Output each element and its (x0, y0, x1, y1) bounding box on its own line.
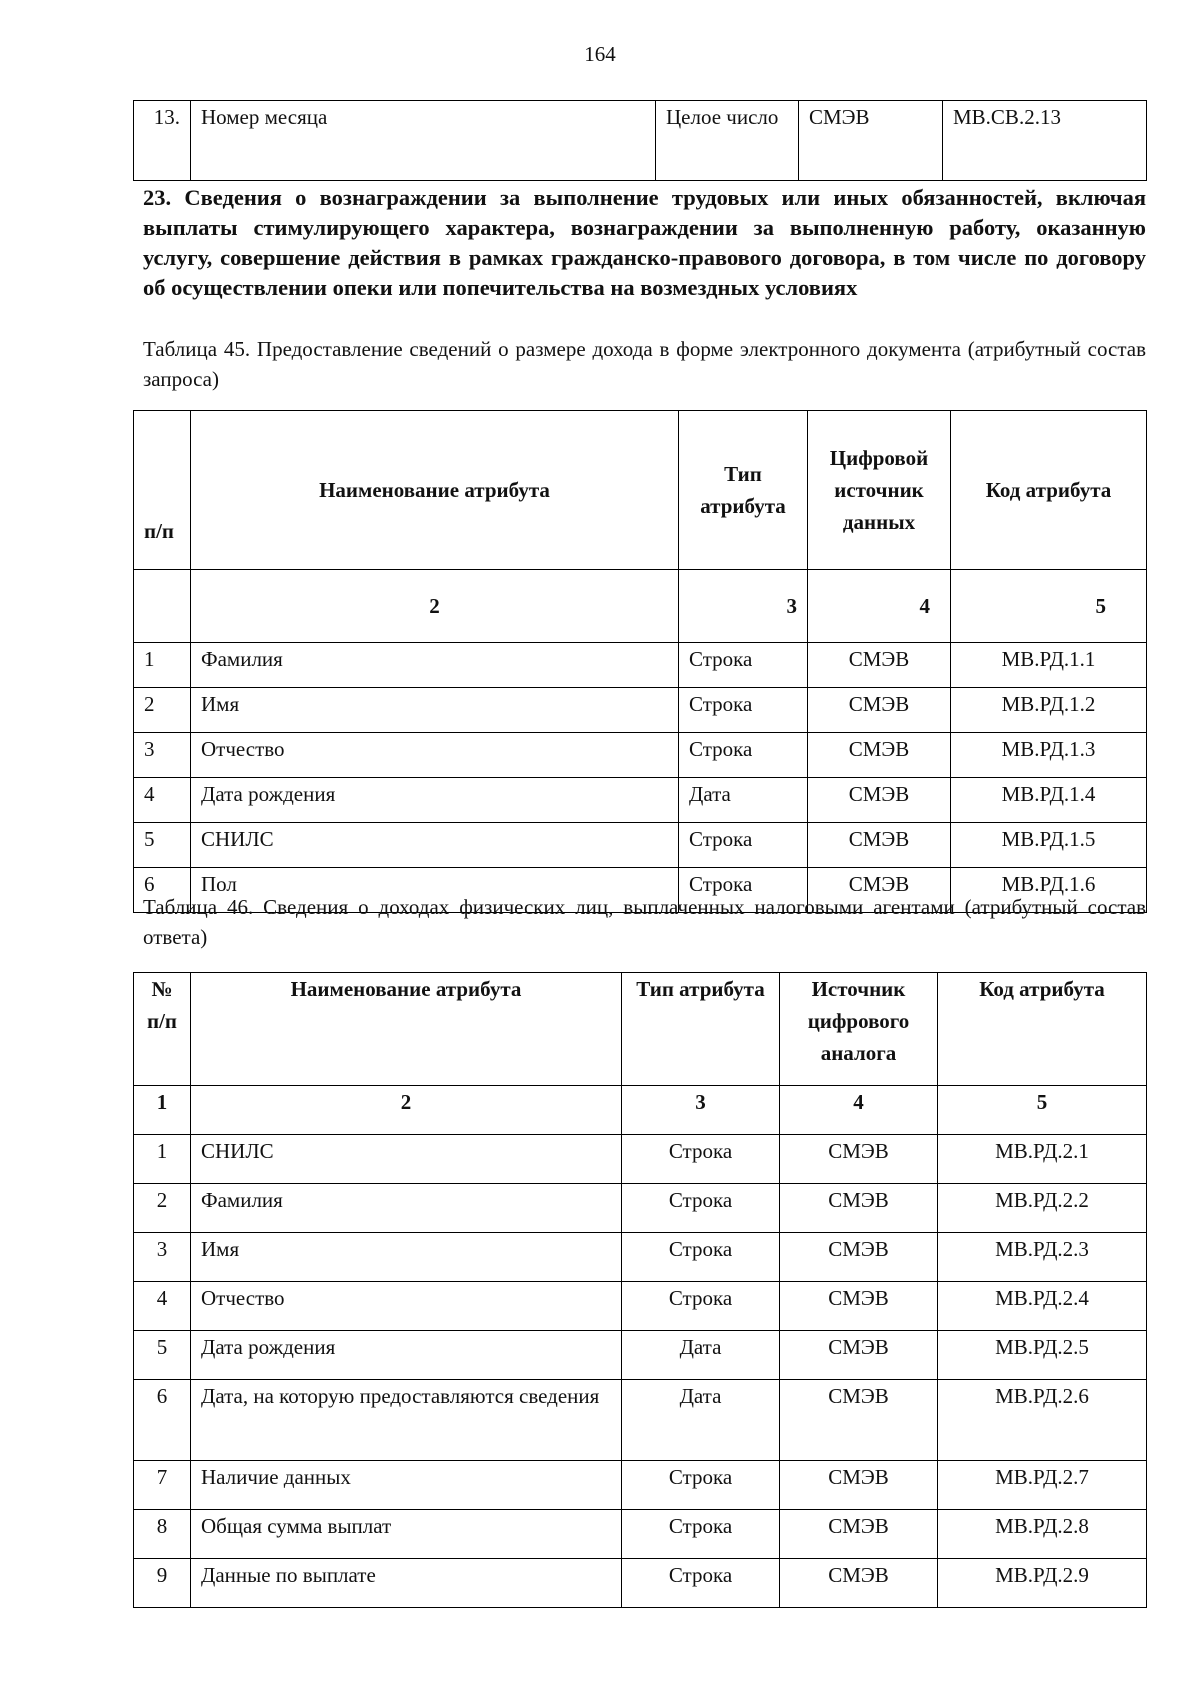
attribute-code: МВ.РД.2.5 (938, 1331, 1147, 1380)
row-number: 4 (134, 1282, 191, 1331)
data-source: СМЭВ (808, 778, 951, 823)
row-number: 2 (134, 688, 191, 733)
table-row (134, 1282, 1147, 1331)
attribute-type: Целое число (656, 101, 799, 181)
row-number: 5 (134, 1331, 191, 1380)
attribute-type: Строка (622, 1510, 780, 1559)
attribute-code: МВ.РД.1.1 (951, 643, 1147, 688)
row-number: 5 (134, 823, 191, 868)
data-source: СМЭВ (780, 1510, 938, 1559)
col-number: 2 (191, 1086, 622, 1135)
row-number: 2 (134, 1184, 191, 1233)
row-number: 1 (134, 643, 191, 688)
col-header-number: № п/п (134, 973, 191, 1086)
attribute-code: МВ.РД.2.6 (938, 1380, 1147, 1461)
attribute-code: МВ.РД.2.7 (938, 1461, 1147, 1510)
attribute-name: Наличие данных (191, 1461, 622, 1510)
attribute-type: Строка (622, 1184, 780, 1233)
attribute-type: Строка (679, 643, 808, 688)
table-row (134, 1331, 1147, 1380)
attribute-code: МВ.РД.2.4 (938, 1282, 1147, 1331)
col-header-name: Наименование атрибута (191, 411, 679, 570)
table-row (134, 1559, 1147, 1608)
attribute-name: Пол (191, 868, 679, 913)
table-row (134, 1461, 1147, 1510)
col-header-code: Код атрибута (938, 973, 1147, 1086)
table-row (134, 101, 1147, 181)
table-45 (133, 410, 1147, 913)
row-number: 9 (134, 1559, 191, 1608)
data-source: СМЭВ (799, 101, 943, 181)
attribute-code: МВ.РД.1.4 (951, 778, 1147, 823)
attribute-type: Строка (622, 1135, 780, 1184)
attribute-name: Фамилия (191, 1184, 622, 1233)
col-number: 2 (191, 570, 679, 643)
attribute-name: Отчество (191, 1282, 622, 1331)
row-number: 6 (134, 868, 191, 913)
row-number: 6 (134, 1380, 191, 1461)
attribute-type: Строка (622, 1461, 780, 1510)
attribute-name: Имя (191, 1233, 622, 1282)
data-source: СМЭВ (808, 823, 951, 868)
row-number: 8 (134, 1510, 191, 1559)
col-number: 3 (679, 570, 808, 643)
row-number: 3 (134, 1233, 191, 1282)
col-header-name: Наименование атрибута (191, 973, 622, 1086)
attribute-name: Отчество (191, 733, 679, 778)
table-46-caption: Таблица 46. Сведения о доходах физических лиц, выплаченных налоговыми агентами (атрибутный состав ответа) (143, 895, 1146, 949)
col-header-source: Цифровой источник данных (808, 411, 951, 570)
col-header-type: Тип атрибута (679, 411, 808, 570)
table-46 (133, 972, 1147, 1608)
data-source: СМЭВ (780, 1282, 938, 1331)
table-row (134, 1184, 1147, 1233)
table-header-row (134, 973, 1147, 1086)
table-row (134, 688, 1147, 733)
attribute-type: Строка (622, 1559, 780, 1608)
table-header-row (134, 411, 1147, 570)
attribute-name: СНИЛС (191, 823, 679, 868)
data-source: СМЭВ (808, 733, 951, 778)
col-header-number: п/п (134, 411, 191, 570)
attribute-type: Дата (679, 778, 808, 823)
column-numbers-row (134, 570, 1147, 643)
data-source: СМЭВ (780, 1559, 938, 1608)
data-source: СМЭВ (780, 1380, 938, 1461)
data-source: СМЭВ (780, 1184, 938, 1233)
col-header-code: Код атрибута (951, 411, 1147, 570)
table-row (134, 778, 1147, 823)
table-row (134, 1380, 1147, 1461)
page-number: 164 (584, 42, 616, 66)
data-source: СМЭВ (780, 1233, 938, 1282)
attribute-code: МВ.РД.1.5 (951, 823, 1147, 868)
col-header-source: Источник цифрового аналога (780, 973, 938, 1086)
attribute-type: Дата (622, 1380, 780, 1461)
attribute-name: Фамилия (191, 643, 679, 688)
attribute-type: Строка (679, 688, 808, 733)
attribute-name: Общая сумма выплат (191, 1510, 622, 1559)
attribute-type: Дата (622, 1331, 780, 1380)
attribute-name: Имя (191, 688, 679, 733)
attribute-code: МВ.СВ.2.13 (943, 101, 1147, 181)
col-number: 1 (134, 1086, 191, 1135)
attribute-name: Номер месяца (191, 101, 656, 181)
table-45-caption: Таблица 45. Предоставление сведений о размере дохода в форме электронного документа (атрибутный состав запроса) (143, 337, 1146, 391)
attribute-type: Строка (679, 733, 808, 778)
row-number: 7 (134, 1461, 191, 1510)
col-number: 5 (951, 570, 1147, 643)
data-source: СМЭВ (780, 1135, 938, 1184)
table-row (134, 823, 1147, 868)
row-number: 4 (134, 778, 191, 823)
attribute-type: Строка (622, 1233, 780, 1282)
attribute-code: МВ.РД.2.3 (938, 1233, 1147, 1282)
row-number: 3 (134, 733, 191, 778)
row-number: 1 (134, 1135, 191, 1184)
attribute-name: СНИЛС (191, 1135, 622, 1184)
column-numbers-row (134, 1086, 1147, 1135)
attribute-code: МВ.РД.2.1 (938, 1135, 1147, 1184)
section-heading: 23. Сведения о вознаграждении за выполнение трудовых или иных обязанностей, включая выплаты стимулирующего характера, вознаграждении за выполненную работу, оказанную услугу, совершение действия в рамках гражданско-правового договора, в том числе по договору об осуществлении опеки или попечительства на возмездных условиях (143, 185, 1146, 300)
col-header-type: Тип атрибута (622, 973, 780, 1086)
attribute-name: Дата рождения (191, 778, 679, 823)
data-source: СМЭВ (780, 1461, 938, 1510)
col-number: 4 (780, 1086, 938, 1135)
table-row (134, 1233, 1147, 1282)
table-row (134, 733, 1147, 778)
continued-table (133, 100, 1147, 181)
attribute-code: МВ.РД.1.3 (951, 733, 1147, 778)
attribute-code: МВ.РД.1.6 (951, 868, 1147, 913)
col-number: 5 (938, 1086, 1147, 1135)
data-source: СМЭВ (780, 1331, 938, 1380)
table-row (134, 643, 1147, 688)
attribute-code: МВ.РД.2.2 (938, 1184, 1147, 1233)
attribute-type: Строка (679, 823, 808, 868)
attribute-name: Дата, на которую предоставляются сведения (191, 1380, 622, 1461)
attribute-name: Данные по выплате (191, 1559, 622, 1608)
attribute-code: МВ.РД.2.8 (938, 1510, 1147, 1559)
table-row (134, 1510, 1147, 1559)
data-source: СМЭВ (808, 868, 951, 913)
attribute-code: МВ.РД.1.2 (951, 688, 1147, 733)
row-number: 13. (134, 101, 191, 181)
table-row (134, 1135, 1147, 1184)
data-source: СМЭВ (808, 688, 951, 733)
col-number: 4 (808, 570, 951, 643)
col-number (134, 570, 191, 643)
attribute-type: Строка (622, 1282, 780, 1331)
attribute-name: Дата рождения (191, 1331, 622, 1380)
attribute-code: МВ.РД.2.9 (938, 1559, 1147, 1608)
attribute-type: Строка (679, 868, 808, 913)
col-number: 3 (622, 1086, 780, 1135)
data-source: СМЭВ (808, 643, 951, 688)
